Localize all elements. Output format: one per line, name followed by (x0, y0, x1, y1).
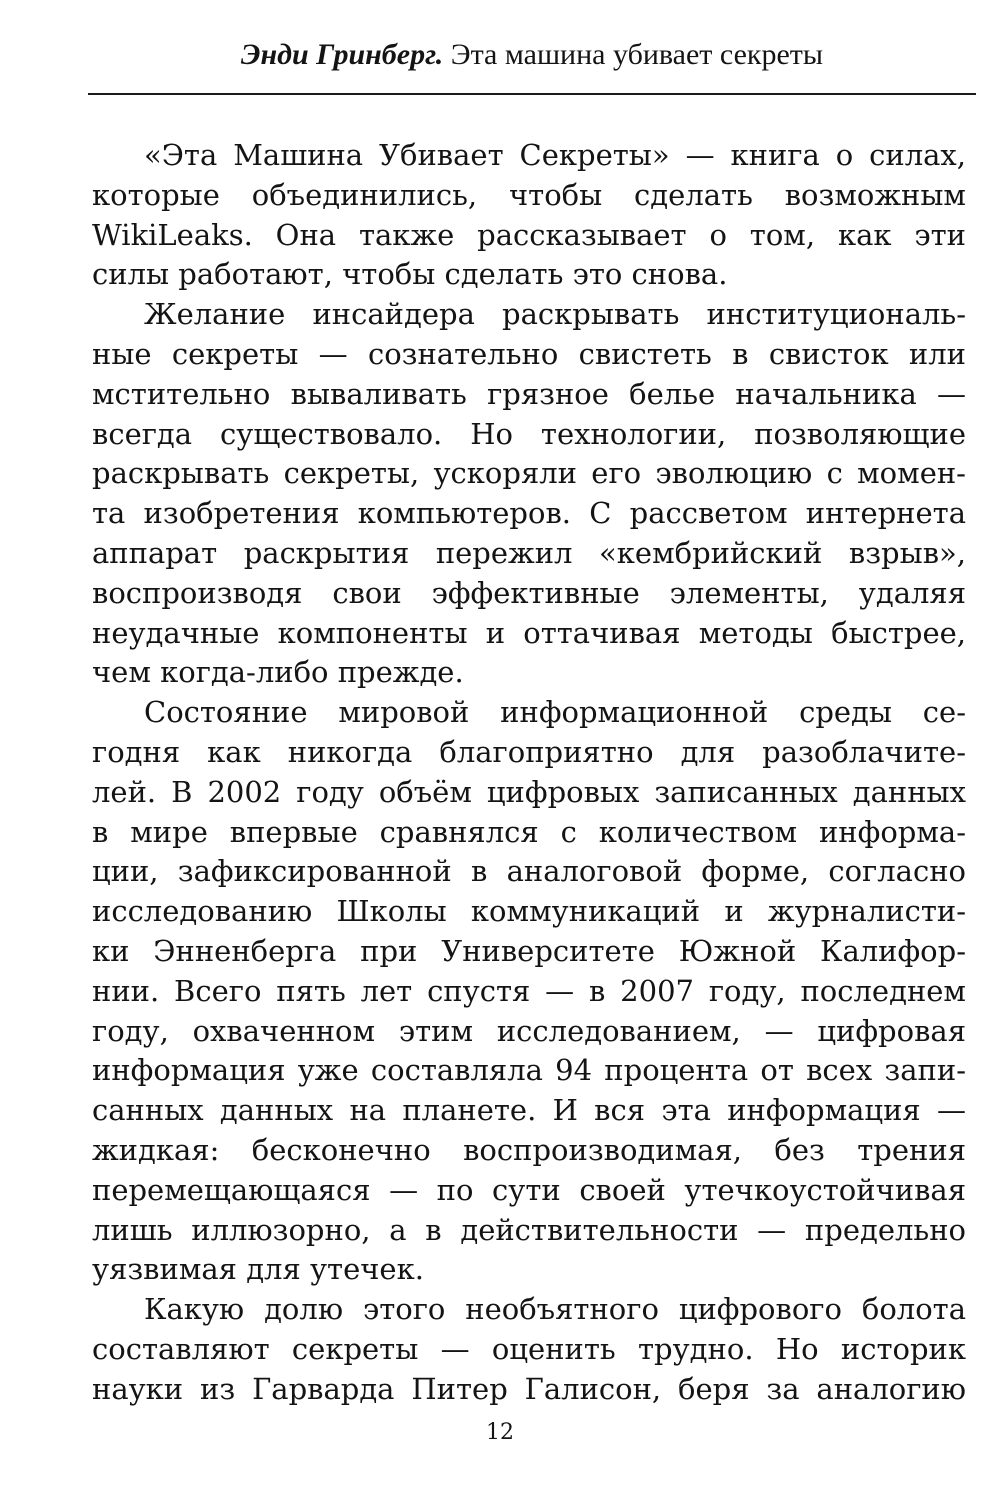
text-line: лей. В 2002 году объём цифровых записанных данных (92, 774, 966, 809)
text-line: та изобретения компьютеров. С рассветом интернета (92, 496, 966, 531)
text-line: ки Энненберга при Университете Южной Калифор- (92, 933, 966, 968)
paragraph (92, 693, 966, 1290)
text-line: году, охваченном этим исследованием, — цифровая (92, 1013, 966, 1048)
text-line: нии. Всего пять лет спустя — в 2007 году, последнем (92, 973, 966, 1008)
text-line: исследованию Школы коммуникаций и журналисти- (92, 894, 966, 929)
paragraph (92, 136, 966, 295)
text-line: Желание инсайдера раскрывать институциональ- (144, 297, 966, 332)
text-line: лишь иллюзорно, а в действительности — предельно (92, 1212, 966, 1247)
header-separator (443, 38, 451, 72)
text-line: ции, зафиксированной в аналоговой форме, согласно (92, 854, 966, 889)
text-line: чем когда-либо прежде. (92, 655, 464, 690)
text-line: Состояние мировой информационной среды се- (144, 695, 966, 730)
text-line: мстительно вываливать грязное белье начальника — (92, 376, 966, 411)
header-rule (88, 93, 976, 95)
running-header (88, 38, 976, 82)
text-line: «Эта Машина Убивает Секреты» — книга о силах, (144, 138, 966, 172)
text-line: раскрывать секреты, ускоряли его эволюцию с момен- (92, 456, 966, 491)
text-line: ные секреты — сознательно свистеть в свисток или (92, 336, 966, 371)
text-line: составляют секреты — оценить трудно. Но историк (92, 1331, 966, 1366)
text-line: санных данных на планете. И вся эта информация — (92, 1093, 966, 1128)
paragraph (92, 295, 966, 693)
text-line: WikiLeaks. Она также рассказывает о том, как эти (92, 217, 966, 252)
text-line: годня как никогда благоприятно для разоблачите- (92, 734, 966, 769)
text-line: аппарат раскрытия пережил «кембрийский взрыв», (92, 535, 966, 570)
text-line: жидкая: бесконечно воспроизводимая, без трения (92, 1132, 966, 1167)
page-number: 12 (486, 1420, 514, 1445)
header-author: Энди Гринберг. (240, 38, 444, 71)
text-line: перемещающаяся — по сути своей утечкоустойчивая (92, 1172, 966, 1207)
text-line: воспроизводя свои эффективные элементы, удаляя (92, 575, 966, 610)
header-title: Эта машина убивает секреты (450, 38, 824, 71)
text-line: в мире впервые сравнялся с количеством информа- (92, 814, 966, 849)
body-text (92, 136, 966, 1410)
text-line: всегда существовало. Но технологии, позволяющие (92, 416, 966, 451)
text-line: неудачные компоненты и оттачивая методы быстрее, (92, 615, 966, 650)
text-line: уязвимая для утечек. (92, 1252, 424, 1287)
text-line: науки из Гарварда Питер Галисон, беря за аналогию (92, 1371, 966, 1406)
paragraph (92, 1290, 966, 1409)
text-line: которые объединились, чтобы сделать возможным (92, 177, 966, 212)
text-line: Какую долю этого необъятного цифрового болота (144, 1292, 966, 1327)
text-line: силы работают, чтобы сделать это снова. (92, 257, 728, 292)
text-line: информация уже составляла 94 процента от всех запи- (92, 1053, 966, 1088)
